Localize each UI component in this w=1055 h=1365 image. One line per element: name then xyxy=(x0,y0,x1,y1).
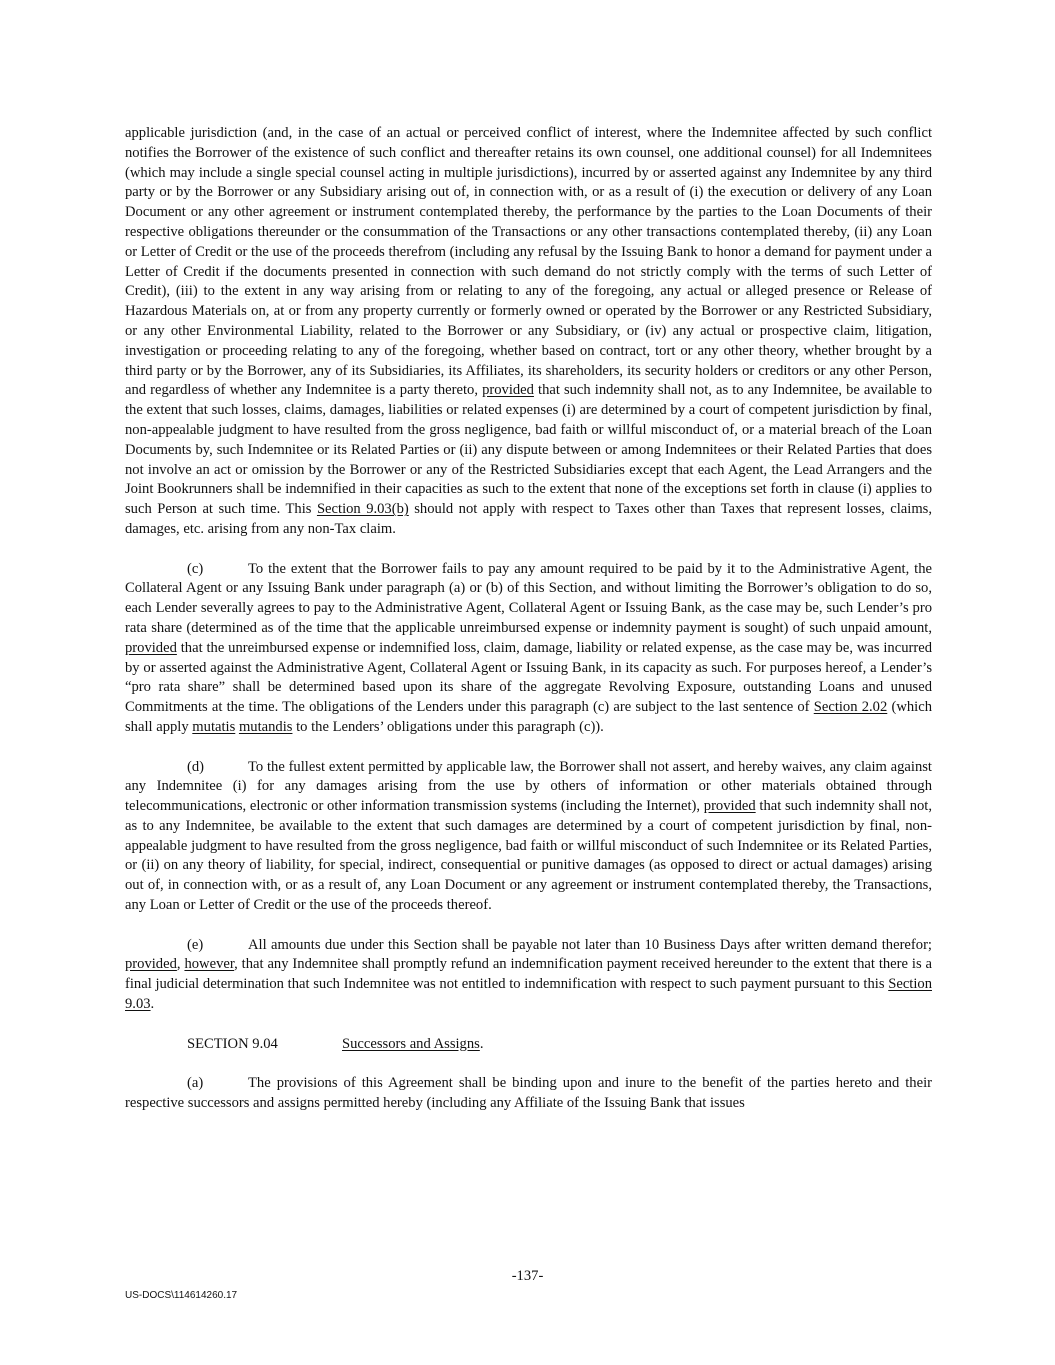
section-reference: Section 9.03 xyxy=(125,976,932,1013)
provided-term: provided xyxy=(125,956,177,973)
section-reference: Section 9.03(b) xyxy=(316,501,409,518)
document-id: US-DOCS\114614260.17 xyxy=(125,1290,238,1301)
paragraph-label: (e) xyxy=(187,936,204,953)
document-body xyxy=(125,124,932,1134)
paragraph-c: (c) To the extent that the Borrower fails to pay any amount required to be paid by it to the Administrative Agent, the Collateral Agent or any Issuing Bank under paragraph (a) or (b) of this Section, and without limiting the Borrower’s obligation to do so, each Lender severally agrees to pay to the Administrative Agent, Collateral Agent or Issuing Bank, as the case may be, such Lender’s pro rata share (determined as of the time that the applicable unreimbursed expense or indemnity payment is sought) of such unpaid amount, provided that the unreimbursed expense or indemnified loss, claim, damage, liability or related expense, as the case may be, was incurred by or asserted against the Administrative Agent, Collateral Agent or Issuing Bank, in its capacity as such. For purposes hereof, a Lender’s “pro rata share” shall be determined based upon its share of the aggregate Revolving Exposure, outstanding Loans and unused Commitments at the time. The obligations of the Lenders under this paragraph (c) are subject to the last sentence of Section 2.02 (which shall apply mutatis mutandis to the Lenders’ obligations under this paragraph (c)). xyxy=(125,560,932,735)
section-reference: Section 2.02 xyxy=(813,699,888,716)
paragraph-e: (e) All amounts due under this Section shall be payable not later than 10 Business Days after written demand therefor; provided, however, that any Indemnitee shall promptly refund an indemnification payment received hereunder to the extent that there is a final judicial determination that such Indemnitee was not entitled to indemnification with respect to such payment pursuant to this Section 9.03. xyxy=(125,936,932,1013)
paragraph-d: (d) To the fullest extent permitted by applicable law, the Borrower shall not assert, and hereby waives, any claim against any Indemnitee (i) for any damages arising from the use by others of information or other materials obtained through telecommunications, electronic or other information transmission systems (including the Internet), provided that such indemnity shall not, as to any Indemnitee, be available to the extent that such damages are determined by a court of competent jurisdiction by final, non-appealable judgment to have resulted from the gross negligence, bad faith or willful misconduct of such Indemnitee or its Related Parties, or (ii) on any theory of liability, for special, indirect, consequential or punitive damages (as opposed to direct or actual damages) arising out of, in connection with, or as a result of, any Loan Document or any agreement or instrument contemplated thereby, the Transactions, any Loan or Letter of Credit or the use of the proceeds thereof. xyxy=(125,758,932,914)
provided-term: provided xyxy=(482,382,534,399)
page-number: -137- xyxy=(511,1268,544,1284)
provided-term: provided xyxy=(125,639,177,656)
however-term: however xyxy=(184,956,235,973)
paragraph-label: (d) xyxy=(187,758,205,775)
section-number: SECTION 9.04 xyxy=(187,1035,278,1052)
paragraph-indemnity-continuation: applicable jurisdiction (and, in the case of an actual or perceived conflict of interest, where the Indemnitee affected by such conflict notifies the Borrower of the existence of such conflict and thereafter retains its own counsel, one additional counsel) for all Indemnitees (which may include a single special counsel acting in multiple jurisdictions), incurred by or asserted against any Indemnitee by any third party or by the Borrower or any Subsidiary arising out of, in connection with, or as a result of (i) the execution or delivery of any Loan Document or any other agreement or instrument contemplated thereby, the performance by the parties to the Loan Documents of their respective obligations thereunder or the consummation of the Transactions or any other transactions contemplated thereby, (ii) any Loan or Letter of Credit or the use of the proceeds therefrom (including any refusal by the Issuing Bank to honor a demand for payment under a Letter of Credit if the documents presented in connection with such demand do not strictly comply with the terms of such Letter of Credit), (iii) to the extent in any way arising from or relating to any of the foregoing, any actual or alleged presence or Release of Hazardous Materials on, at or from any property currently or formerly owned or operated by the Borrower or any Restricted Subsidiary, or any other Environmental Liability, related to the Borrower or any Subsidiary, or (iv) any actual or prospective claim, litigation, investigation or proceeding relating to any of the foregoing, whether based on contract, tort or any other theory, whether brought by a third party or by the Borrower, any of its Subsidiaries, its Affiliates, its shareholders, its security holders or creditors or any other Person, and regardless of whether any Indemnitee is a party thereto, provided that such indemnity shall not, as to any Indemnitee, be available to the extent that such losses, claims, damages, liabilities or related expenses (i) are determined by a court of competent jurisdiction by final, non-appealable judgment to have resulted from the gross negligence, bad faith or willful misconduct of, or a material breach of the Loan Documents by, such Indemnitee or its Related Parties or (ii) any dispute between or among Indemnitees or their Related Parties that does not involve an act or omission by the Borrower or any of the Restricted Subsidiaries except that each Agent, the Lead Arrangers and the Joint Bookrunners shall be indemnified in their capacities as such to the extent that none of the exceptions set forth in clause (i) applies to such Person at such time. This Section 9.03(b) should not apply with respect to Taxes other than Taxes that represent losses, claims, damages, etc. arising from any non-Tax claim. xyxy=(125,125,933,537)
section-title: Successors and Assigns xyxy=(342,1035,480,1052)
section-heading: SECTION 9.04 Successors and Assigns. xyxy=(125,1035,932,1055)
paragraph-a: (a) The provisions of this Agreement shall be binding upon and inure to the benefit of the parties hereto and their respective successors and assigns permitted hereby (including any Affiliate of the Issuing Bank that issues xyxy=(125,1075,932,1112)
paragraph-label: (a) xyxy=(187,1075,204,1092)
provided-term: provided xyxy=(703,798,756,815)
paragraph-label: (c) xyxy=(187,560,204,577)
latin-term: mutandis xyxy=(238,718,293,735)
latin-term: mutatis xyxy=(192,718,236,735)
